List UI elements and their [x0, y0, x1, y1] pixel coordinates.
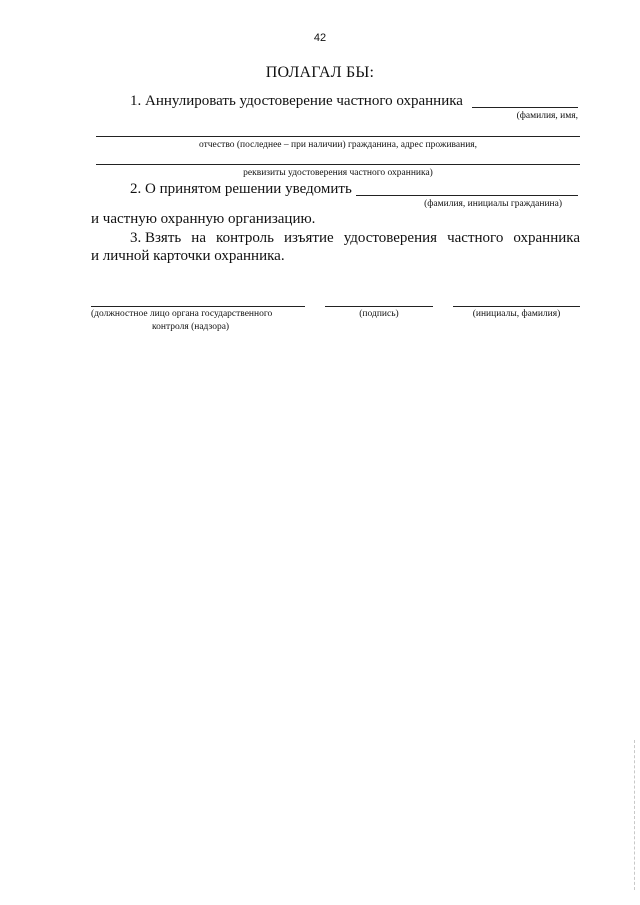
- document-heading: ПОЛАГАЛ БЫ:: [265, 64, 375, 81]
- item-1-caption-b: отчество (последнее – при наличии) гражданина, адрес проживания,: [198, 140, 478, 150]
- initials-caption: (инициалы, фамилия): [472, 309, 561, 319]
- official-caption-line-2: контроля (надзора): [152, 322, 230, 332]
- item-1-fill-line-3[interactable]: [96, 164, 580, 165]
- item-3-word: изъятие: [284, 230, 334, 246]
- official-caption-line-1: (должностное лицо органа государственного: [91, 309, 273, 319]
- item-1-text: 1. Аннулировать удостоверение частного охранника: [130, 93, 463, 109]
- initials-fill-line[interactable]: [453, 306, 580, 307]
- official-fill-line[interactable]: [91, 306, 305, 307]
- page-number: 42: [313, 32, 327, 44]
- signature-caption: (подпись): [359, 309, 399, 319]
- item-3-word: 3. Взять: [130, 230, 182, 246]
- item-1-fill-line-1[interactable]: [472, 107, 578, 108]
- item-3-word: частного: [447, 230, 504, 246]
- item-3-word: удостоверения: [343, 230, 438, 246]
- item-3-line-2: и личной карточки охранника.: [91, 248, 285, 264]
- item-2-fill-line[interactable]: [356, 195, 578, 196]
- item-3-line-1: [130, 230, 580, 247]
- item-3-word: охранника: [513, 230, 580, 246]
- item-2-text: 2. О принятом решении уведомить: [130, 181, 352, 197]
- scan-edge-artifact: [634, 740, 635, 890]
- item-1-caption-c: реквизиты удостоверения частного охранника): [243, 168, 433, 178]
- signature-fill-line[interactable]: [325, 306, 433, 307]
- item-2-caption: (фамилия, инициалы гражданина): [424, 199, 562, 209]
- item-1-caption-a: (фамилия, имя,: [516, 111, 578, 121]
- item-1-fill-line-2[interactable]: [96, 136, 580, 137]
- item-3-word: на: [191, 230, 206, 246]
- item-3-word: контроль: [216, 230, 274, 246]
- item-2-continuation: и частную охранную организацию.: [91, 211, 316, 227]
